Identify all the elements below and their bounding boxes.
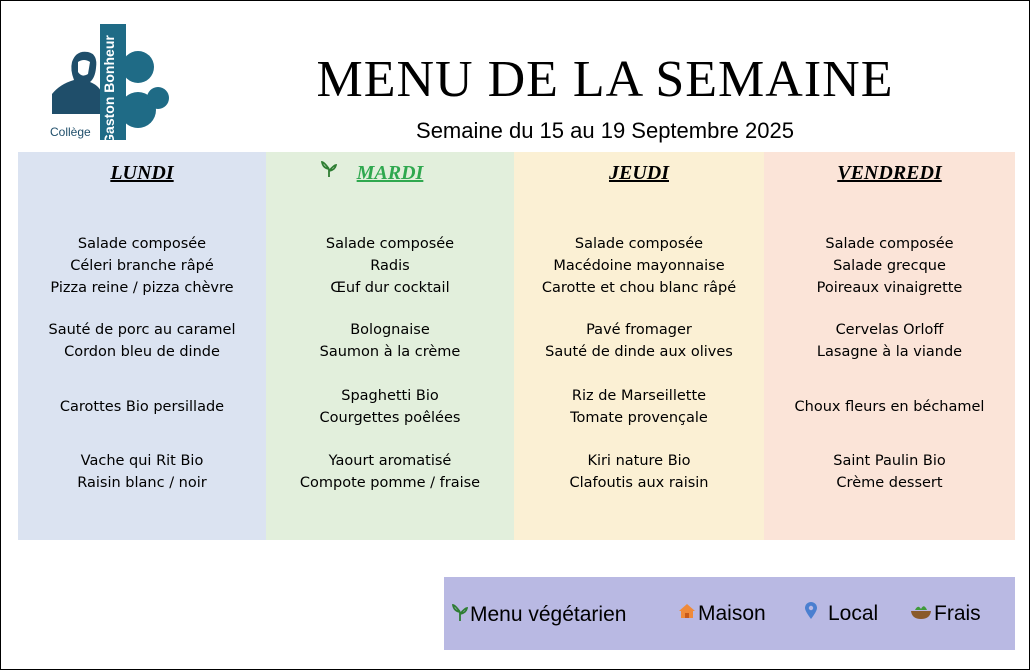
day-column-mardi [266,152,514,540]
desserts-group [514,450,764,494]
menu-item: Pavé fromager [586,322,692,338]
day-column-vendredi [764,152,1015,540]
menu-item: Cervelas Orloff [835,322,944,338]
entrees-group [764,233,1015,299]
plats-group [18,319,266,363]
menu-item: Sauté de porc au caramel [48,322,236,338]
plats-group [266,319,514,363]
college-logo [48,22,172,145]
legend-item-fresh [910,602,981,626]
legend-item-vegetarian [452,602,626,628]
day-header: MARDI [356,162,424,184]
entrees-group [514,233,764,299]
menu-item: Choux fleurs en béchamel [794,399,985,415]
page-subtitle: Semaine du 15 au 19 Septembre 2025 [416,118,794,143]
menu-item: Macédoine mayonnaise [553,258,725,274]
menu-item: Salade composée [77,236,207,252]
menu-item: Poireaux vinaigrette [816,280,963,296]
menu-item: Carotte et chou blanc râpé [541,280,737,296]
legend-item-homemade [678,602,766,626]
menu-item: Carottes Bio persillade [59,399,225,415]
plats-group [514,319,764,363]
menu-item: Pizza reine / pizza chèvre [50,280,234,296]
desserts-group [266,450,514,494]
accompagnements-group [514,385,764,429]
legend-item-local [804,602,878,626]
menu-item: Saint Paulin Bio [833,453,946,469]
day-header: LUNDI [110,162,174,184]
legend [444,577,1015,650]
menu-item: Vache qui Rit Bio [80,453,204,469]
menu-item: Compote pomme / fraise [299,475,481,491]
menu-item: Salade grecque [833,258,946,274]
menu-item: Spaghetti Bio [341,388,439,404]
menu-item: Salade composée [825,236,954,252]
day-header: JEUDI [608,162,669,184]
plats-group [764,319,1015,363]
menu-item: Tomate provençale [570,410,708,426]
legend-label: Menu végétarien [470,603,627,626]
menu-item: Saumon à la crème [319,344,461,360]
salad-bowl-icon [910,602,932,626]
page-title: MENU DE LA SEMAINE [316,51,894,108]
menu-item: Kiri nature Bio [587,453,691,469]
accompagnements-group [18,396,266,418]
menu-item: Œuf dur cocktail [330,280,450,296]
menu-item: Yaourt aromatisé [328,453,452,469]
menu-item: Radis [370,258,410,274]
menu-item: Bolognaise [350,322,430,338]
legend-label: Maison [698,602,766,625]
accompagnements-group [266,385,514,429]
legend-label: Frais [934,602,981,625]
menu-item: Salade composée [574,236,704,252]
entrees-group [18,233,266,299]
menu-item: Courgettes poêlées [319,410,461,426]
menu-item: Lasagne à la viande [816,344,963,360]
accompagnements-group [764,396,1015,418]
sprout-icon [452,602,468,628]
weekly-menu [18,152,1015,540]
entrees-group [266,233,514,299]
menu-item: Salade composée [325,236,455,252]
logo-college-label: Collège [50,125,91,139]
day-header: VENDREDI [837,162,942,184]
logo-name: Gaston Bonheur [101,35,117,145]
day-column-jeudi [514,152,764,540]
menu-item: Cordon bleu de dinde [64,344,220,360]
menu-item: Riz de Marseillette [571,388,707,404]
menu-item: Clafoutis aux raisin [569,475,709,491]
house-icon [678,602,696,626]
menu-item: Crème dessert [836,475,943,491]
menu-item: Céleri branche râpé [70,258,214,274]
legend-label: Local [828,602,879,625]
menu-item: Sauté de dinde aux olives [545,344,733,360]
desserts-group [18,450,266,494]
day-column-lundi [18,152,266,540]
menu-item: Raisin blanc / noir [77,475,207,491]
location-pin-icon [804,602,818,626]
desserts-group [764,450,1015,494]
